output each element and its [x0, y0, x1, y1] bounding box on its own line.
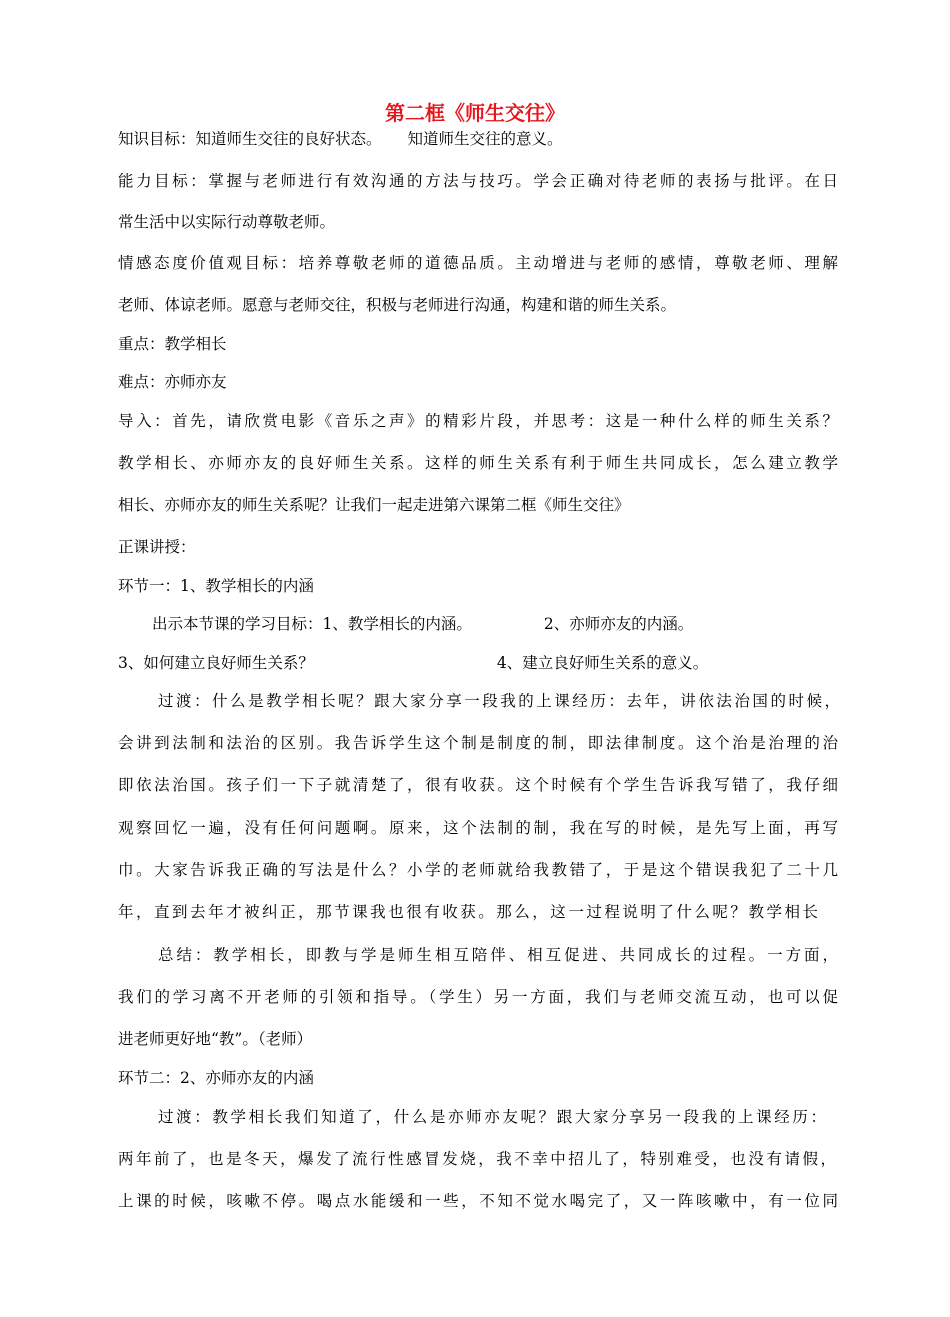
section-2-heading: 环节二：2、亦师亦友的内涵	[118, 1069, 314, 1087]
learning-goals-lead: 出示本节课的学习目标：1、教学相长的内涵。	[152, 615, 472, 633]
knowledge-objective-part-2: 知道师生交往的意义。	[407, 130, 563, 148]
lecture-heading: 正课讲授：	[118, 538, 196, 556]
transition-1-line-5: 巾。大家告诉我正确的写法是什么？小学的老师就给我教错了，于是这个错误我犯了二十几	[118, 861, 838, 879]
summary-line-2: 我们的学习离不开老师的引领和指导。（学生）另一方面，我们与老师交流互动，也可以促	[118, 988, 838, 1006]
transition-1-line-3: 即依法治国。孩子们一下子就清楚了，很有收获。这个时候有个学生告诉我写错了，我仔细	[118, 776, 838, 794]
emotion-objective-line-2: 老师、体谅老师。愿意与老师交往，积极与老师进行沟通，构建和谐的师生关系。	[118, 296, 677, 314]
transition-2-line-1: 过渡：教学相长我们知道了，什么是亦师亦友呢？跟大家分享另一段我的上课经历：	[158, 1108, 826, 1126]
transition-1-line-2: 会讲到法制和法治的区别。我告诉学生这个制是制度的制，即法律制度。这个治是治理的治	[118, 734, 838, 752]
transition-1-line-1: 过渡：什么是教学相长呢？跟大家分享一段我的上课经历：去年，讲依法治国的时候，	[158, 692, 840, 710]
transition-2-line-2: 两年前了，也是冬天，爆发了流行性感冒发烧，我不幸中招儿了，特别难受，也没有请假，	[118, 1150, 836, 1168]
summary-line-3: 进老师更好地“教”。（老师）	[118, 1030, 313, 1048]
ability-objective-line-2: 常生活中以实际行动尊敬老师。	[118, 213, 336, 231]
ability-objective-line-1: 能力目标：掌握与老师进行有效沟通的方法与技巧。学会正确对待老师的表扬与批评。在日	[118, 172, 838, 190]
intro-line-2: 教学相长、亦师亦友的良好师生关系。这样的师生关系有利于师生共同成长，怎么建立教学	[118, 454, 838, 472]
section-1-heading: 环节一：1、教学相长的内涵	[118, 577, 314, 595]
page-title: 第二框《师生交往》	[385, 101, 565, 125]
learning-goal-2: 2、亦师亦友的内涵。	[543, 615, 694, 633]
learning-goals-row-2	[118, 652, 838, 674]
transition-2-line-3: 上课的时候，咳嗽不停。喝点水能缓和一些，不知不觉水喝完了，又一阵咳嗽中，有一位同	[118, 1192, 838, 1210]
learning-goal-3: 3、如何建立良好师生关系？	[118, 654, 314, 672]
intro-line-3: 相长、亦师亦友的师生关系呢？让我们一起走进第六课第二框《师生交往》	[118, 496, 630, 514]
key-point: 重点：教学相长	[118, 335, 227, 353]
intro-line-1: 导入：首先，请欣赏电影《音乐之声》的精彩片段，并思考：这是一种什么样的师生关系？	[118, 412, 838, 430]
summary-line-1: 总结：教学相长，即教与学是师生相互陪伴、相互促进、共同成长的过程。一方面，	[158, 946, 838, 964]
learning-goal-4: 4、建立良好师生关系的意义。	[496, 654, 709, 672]
transition-1-line-4: 观察回忆一遍，没有任何问题啊。原来，这个法制的制，我在写的时候，是先写上面，再写	[118, 819, 838, 837]
emotion-objective-line-1: 情感态度价值观目标：培养尊敬老师的道德品质。主动增进与老师的感情，尊敬老师、理解	[118, 254, 838, 272]
learning-goals-row-1	[152, 613, 838, 635]
transition-1-line-6: 年，直到去年才被纠正，那节课我也很有收获。那么，这一过程说明了什么呢？教学相长	[118, 903, 818, 921]
knowledge-objective	[118, 128, 838, 150]
difficult-point: 难点：亦师亦友	[118, 373, 227, 391]
knowledge-objective-part-1: 知识目标：知道师生交往的良好状态。	[118, 130, 382, 148]
